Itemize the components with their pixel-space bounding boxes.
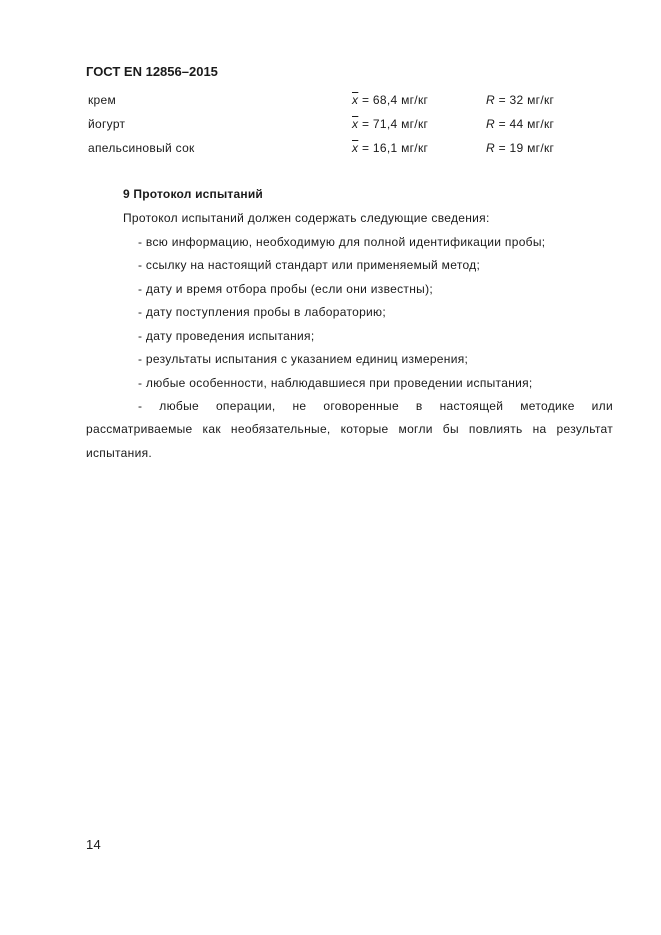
list-item: - дату проведения испытания; bbox=[138, 329, 315, 343]
list-item: - дату поступления пробы в лабораторию; bbox=[138, 305, 386, 319]
mean-value: $\overline{x} = 71,4$ мг/кг bbox=[352, 117, 429, 131]
section-intro: Протокол испытаний должен содержать следующие сведения: bbox=[123, 211, 490, 225]
range-value: R = 19 мг/кг bbox=[486, 141, 555, 155]
list-item-line: - любые операции, не оговоренные в настоящей методике или bbox=[138, 399, 613, 413]
list-item: - ссылку на настоящий стандарт или применяемый метод; bbox=[138, 258, 481, 272]
document-header: ГОСТ EN 12856–2015 bbox=[86, 64, 218, 79]
list-item: - всю информацию, необходимую для полной идентификации пробы; bbox=[138, 235, 546, 249]
list-item-line: испытания. bbox=[86, 446, 153, 460]
product-name: йогурт bbox=[88, 117, 126, 131]
range-value: R = 32 мг/кг bbox=[486, 93, 555, 107]
page-number: 14 bbox=[86, 837, 102, 852]
product-name: крем bbox=[88, 93, 117, 107]
section-heading: 9 Протокол испытаний bbox=[123, 187, 263, 201]
list-item-line: рассматриваемые как необязательные, которые могли бы повлиять на результат bbox=[86, 422, 613, 436]
list-item: - результаты испытания с указанием единиц измерения; bbox=[138, 352, 469, 366]
mean-value: $\overline{x} = 16,1$ мг/кг bbox=[352, 141, 429, 155]
mean-value: $\overline{x} = 68,4$ мг/кг bbox=[352, 93, 429, 107]
list-item: - любые особенности, наблюдавшиеся при проведении испытания; bbox=[138, 376, 533, 390]
list-item: - дату и время отбора пробы (если они известны); bbox=[138, 282, 434, 296]
product-name: апельсиновый сок bbox=[88, 141, 195, 155]
range-value: R = 44 мг/кг bbox=[486, 117, 555, 131]
